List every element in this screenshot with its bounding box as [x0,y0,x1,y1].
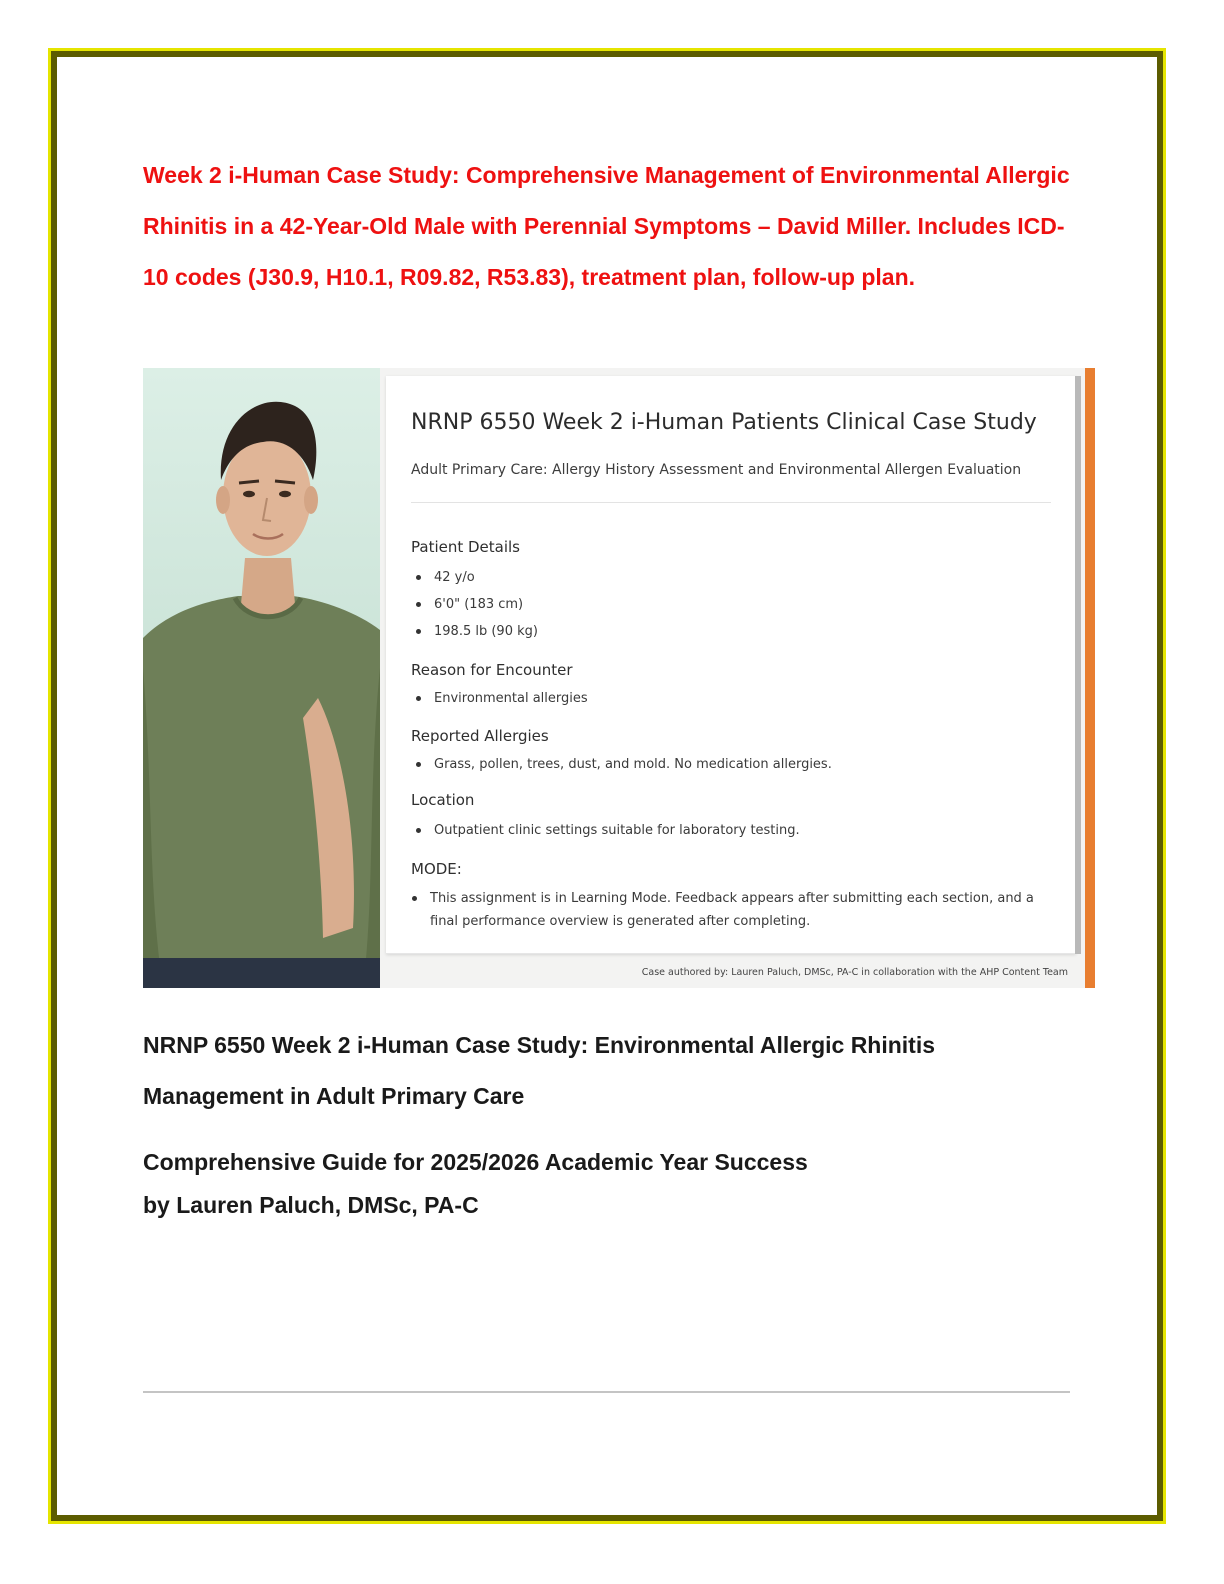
reason-list [413,685,588,712]
location-list [413,817,800,844]
case-card-subtitle: Adult Primary Care: Allergy History Assessment and Environmental Allergen Evaluation [411,462,1022,478]
horizontal-rule [143,1391,1070,1393]
author-byline: by Lauren Paluch, DMSc, PA-C [143,1192,479,1218]
patient-photo [143,368,380,988]
list-item: 6'0" (183 cm) [413,591,538,618]
card-divider [411,502,1051,503]
list-item: This assignment is in Learning Mode. Feedback appears after submitting each section, and a final performance overview is generated after completing. [409,887,1060,933]
mode-list [409,887,1060,933]
allergies-heading: Reported Allergies [411,727,549,745]
list-item: Grass, pollen, trees, dust, and mold. No medication allergies. [413,751,832,778]
list-item: 42 y/o [413,564,538,591]
card-scrollbar [1075,376,1081,954]
document-title: Week 2 i-Human Case Study: Comprehensive Management of Environmental Allergic Rhinitis in a 42-Year-Old Male with Perennial Symptoms – David Miller. Includes ICD-10 codes (J30.9, H10.1, R09.82, R53.83), treatment plan, follow-up plan. [143,162,1070,290]
accent-bar [1085,368,1095,988]
list-item: Outpatient clinic settings suitable for laboratory testing. [413,817,800,844]
case-study-banner-image [143,368,1095,988]
reason-heading: Reason for Encounter [411,661,573,679]
patient-portrait-illustration [143,368,380,988]
location-heading: Location [411,791,475,809]
mode-heading: MODE: [411,860,462,878]
document-heading: NRNP 6550 Week 2 i-Human Case Study: Environmental Allergic Rhinitis Management in Adult Primary Care [143,1032,936,1109]
list-item: Environmental allergies [413,685,588,712]
card-footer-divider [386,953,1076,954]
case-card-title: NRNP 6550 Week 2 i-Human Patients Clinical Case Study [411,410,1037,435]
patient-details-heading: Patient Details [411,538,520,556]
case-author-credit: Case authored by: Lauren Paluch, DMSc, PA-C in collaboration with the AHP Content Team [641,967,1068,978]
guide-subtitle: Comprehensive Guide for 2025/2026 Academic Year Success [143,1149,808,1175]
allergies-list [413,751,832,778]
patient-details-list [413,564,538,645]
list-item: 198.5 lb (90 kg) [413,618,538,645]
case-details-card [386,376,1076,954]
